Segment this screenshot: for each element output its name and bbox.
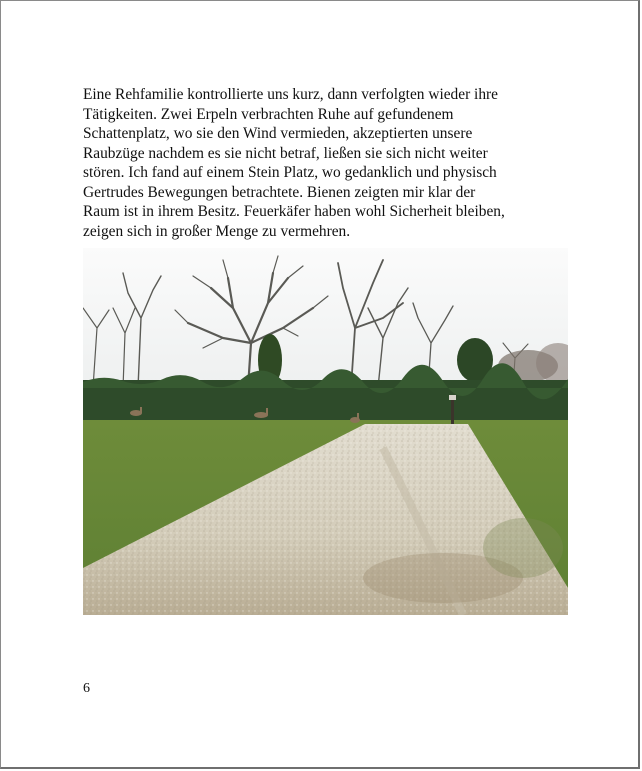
- page-number: 6: [83, 681, 90, 696]
- paragraph-line: Gertrudes Bewegungen betrachtete. Bienen zeigten mir klar der: [83, 183, 476, 201]
- paragraph-line: Tätigkeiten. Zwei Erpeln verbrachten Ruhe auf gefundenem: [83, 105, 454, 123]
- marker-post: [451, 398, 454, 424]
- paragraph-line: Raubzüge nachdem es sie nicht betraf, ließen sie sich nicht weiter: [83, 144, 488, 162]
- paragraph-line: Raum ist in ihrem Besitz. Feuerkäfer haben wohl Sicherheit bleiben,: [83, 203, 505, 220]
- paragraph-line: stören. Ich fand auf einem Stein Platz, wo gedanklich und physisch: [83, 164, 497, 181]
- body-paragraph: [83, 85, 563, 241]
- photo-illustration: [83, 248, 568, 615]
- paragraph-line: Schattenplatz, wo sie den Wind vermieden, akzeptierten unsere: [83, 125, 473, 142]
- paragraph-line: zeigen sich in großer Menge zu vermehren.: [83, 222, 351, 240]
- landscape-photo: [83, 248, 568, 615]
- paragraph-line: Eine Rehfamilie kontrollierte uns kurz, dann verfolgten wieder ihre: [83, 86, 498, 103]
